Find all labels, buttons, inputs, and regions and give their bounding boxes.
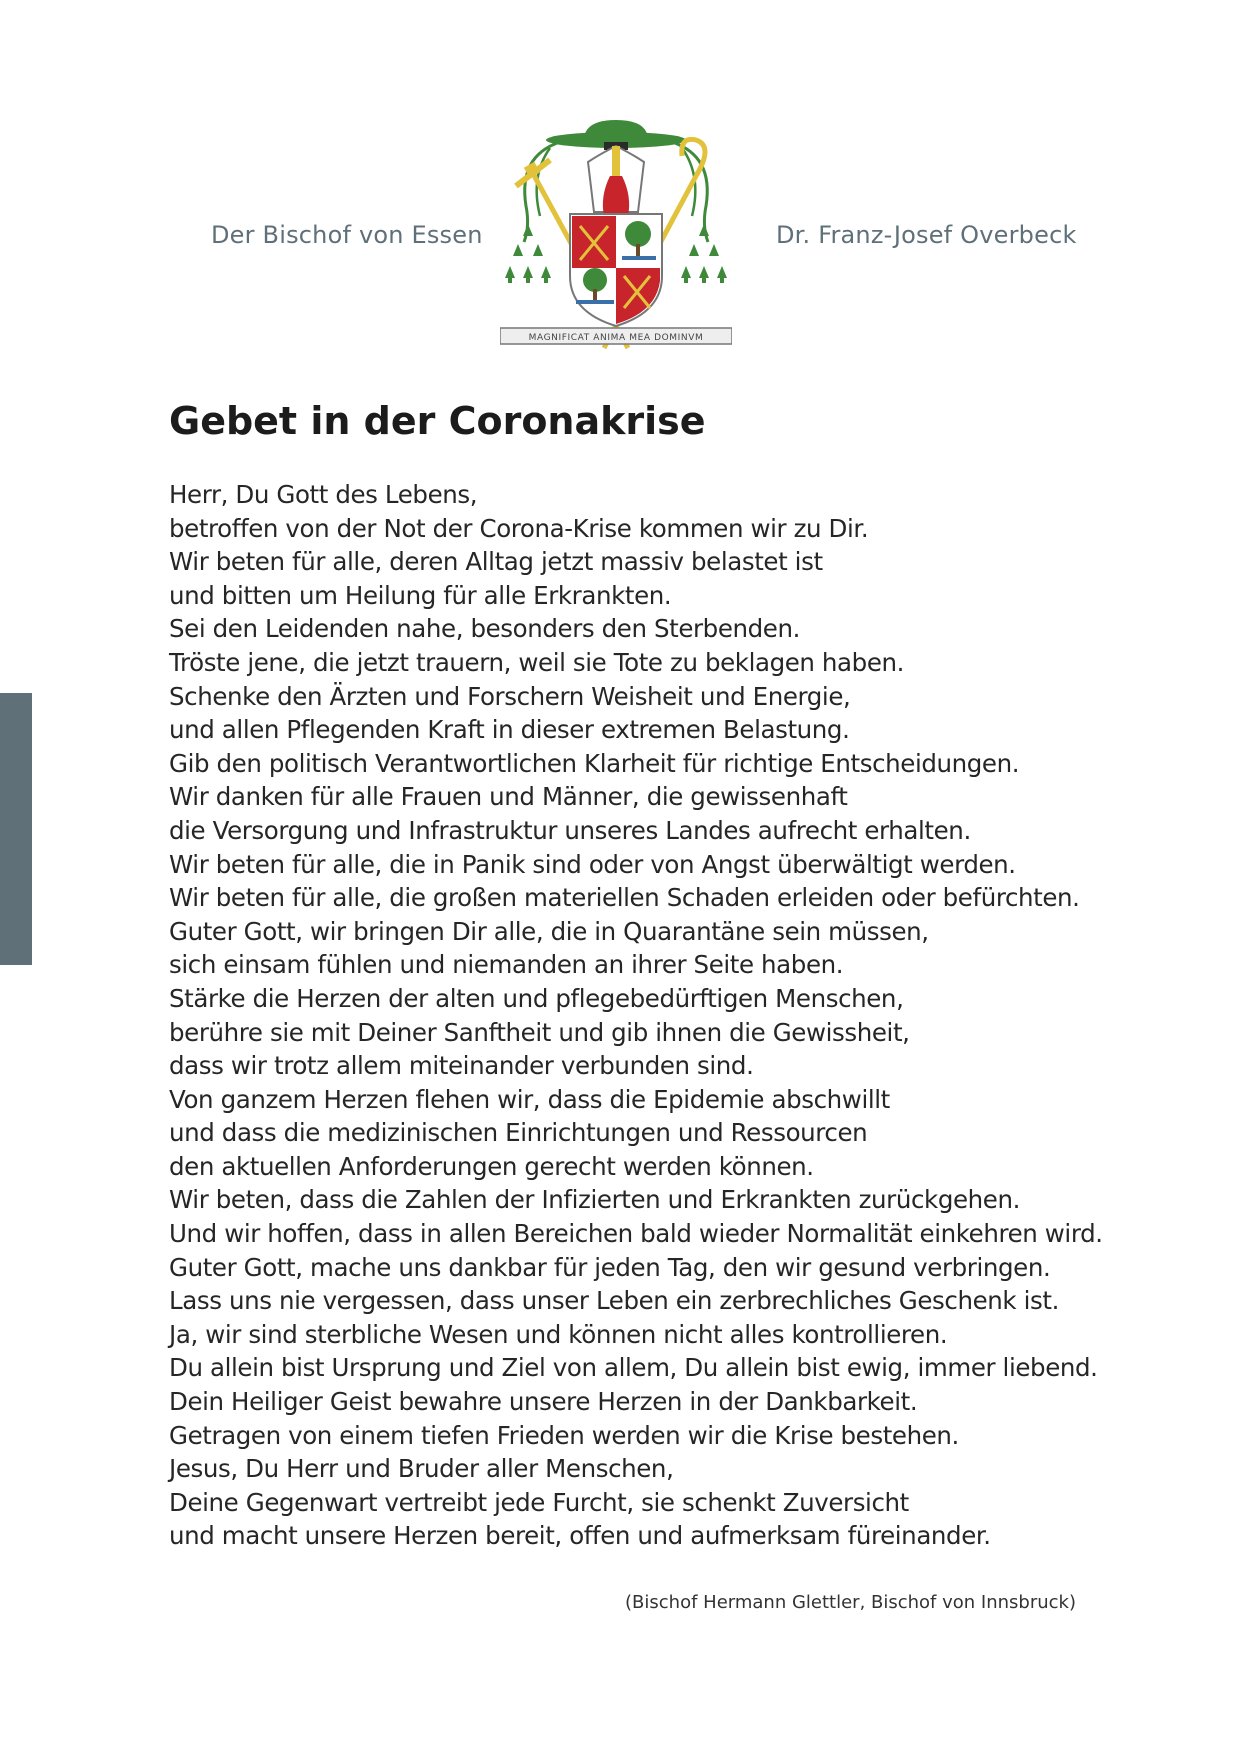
heraldic-shield — [570, 214, 662, 326]
prayer-line: sich einsam fühlen und niemanden an ihrer Seite haben. — [169, 950, 844, 980]
prayer-line: Gib den politisch Verantwortlichen Klarheit für richtige Entscheidungen. — [169, 748, 1020, 778]
prayer-line: Getragen von einem tiefen Frieden werden wir die Krise bestehen. — [169, 1420, 959, 1450]
prayer-line: Jesus, Du Herr und Bruder aller Menschen, — [169, 1454, 674, 1484]
motto-text: MAGNIFICAT ANIMA MEA DOMINVM — [528, 333, 704, 343]
bishop-title: Der Bischof von Essen — [211, 221, 483, 249]
bishop-name: Dr. Franz-Josef Overbeck — [776, 221, 1077, 249]
prayer-title: Gebet in der Coronakrise — [169, 399, 706, 443]
prayer-line: Wir beten für alle, deren Alltag jetzt massiv belastet ist — [169, 547, 823, 577]
prayer-line: Guter Gott, wir bringen Dir alle, die in Quarantäne sein müssen, — [169, 916, 929, 946]
prayer-line: dass wir trotz allem miteinander verbunden sind. — [169, 1051, 754, 1081]
prayer-line: Wir beten, dass die Zahlen der Infizierten und Erkrankten zurückgehen. — [169, 1185, 1020, 1215]
prayer-line: die Versorgung und Infrastruktur unseres Landes aufrecht erhalten. — [169, 815, 971, 845]
prayer-line: Sei den Leidenden nahe, besonders den Sterbenden. — [169, 614, 800, 644]
coat-of-arms-emblem — [500, 116, 732, 356]
prayer-line: und macht unsere Herzen bereit, offen und aufmerksam füreinander. — [169, 1521, 991, 1551]
prayer-line: den aktuellen Anforderungen gerecht werden können. — [169, 1151, 814, 1181]
prayer-line: Du allein bist Ursprung und Ziel von allem, Du allein bist ewig, immer liebend. — [169, 1353, 1098, 1383]
prayer-line: Wir beten für alle, die großen materiellen Schaden erleiden oder befürchten. — [169, 883, 1080, 913]
prayer-line: Stärke die Herzen der alten und pflegebedürftigen Menschen, — [169, 983, 904, 1013]
prayer-line: Dein Heiliger Geist bewahre unsere Herzen in der Dankbarkeit. — [169, 1387, 918, 1417]
prayer-line: Guter Gott, mache uns dankbar für jeden Tag, den wir gesund verbringen. — [169, 1252, 1051, 1282]
prayer-line: Schenke den Ärzten und Forschern Weisheit und Energie, — [169, 681, 851, 711]
prayer-line: Lass uns nie vergessen, dass unser Leben ein zerbrechliches Geschenk ist. — [169, 1286, 1059, 1316]
motto-banner — [500, 328, 732, 344]
prayer-line: Herr, Du Gott des Lebens, — [169, 480, 478, 509]
mitre — [588, 146, 644, 216]
prayer-line: Und wir hoffen, dass in allen Bereichen bald wieder Normalität einkehren wird. — [169, 1219, 1103, 1249]
prayer-line: Deine Gegenwart vertreibt jede Furcht, sie schenkt Zuversicht — [169, 1487, 909, 1517]
prayer-line: betroffen von der Not der Corona-Krise kommen wir zu Dir. — [169, 513, 869, 543]
prayer-line: und dass die medizinischen Einrichtungen und Ressourcen — [169, 1118, 868, 1148]
galero-crown — [584, 120, 648, 138]
prayer-line: Ja, wir sind sterbliche Wesen und können nicht alles kontrollieren. — [169, 1319, 948, 1349]
attribution: (Bischof Hermann Glettler, Bischof von Innsbruck) — [625, 1592, 1076, 1613]
side-tab-marker — [0, 693, 32, 965]
prayer-text — [169, 478, 1129, 1553]
prayer-line: Wir danken für alle Frauen und Männer, die gewissenhaft — [169, 782, 848, 812]
prayer-line: berühre sie mit Deiner Sanftheit und gib ihnen die Gewissheit, — [169, 1017, 910, 1047]
prayer-line: Von ganzem Herzen flehen wir, dass die Epidemie abschwillt — [169, 1084, 890, 1114]
prayer-line: und allen Pflegenden Kraft in dieser extremen Belastung. — [169, 715, 850, 745]
left-tassels — [505, 224, 551, 283]
right-tassels — [681, 224, 727, 283]
prayer-line: und bitten um Heilung für alle Erkrankten. — [169, 580, 672, 610]
prayer-line: Tröste jene, die jetzt trauern, weil sie Tote zu beklagen haben. — [169, 647, 905, 677]
prayer-line: Wir beten für alle, die in Panik sind oder von Angst überwältigt werden. — [169, 849, 1016, 879]
